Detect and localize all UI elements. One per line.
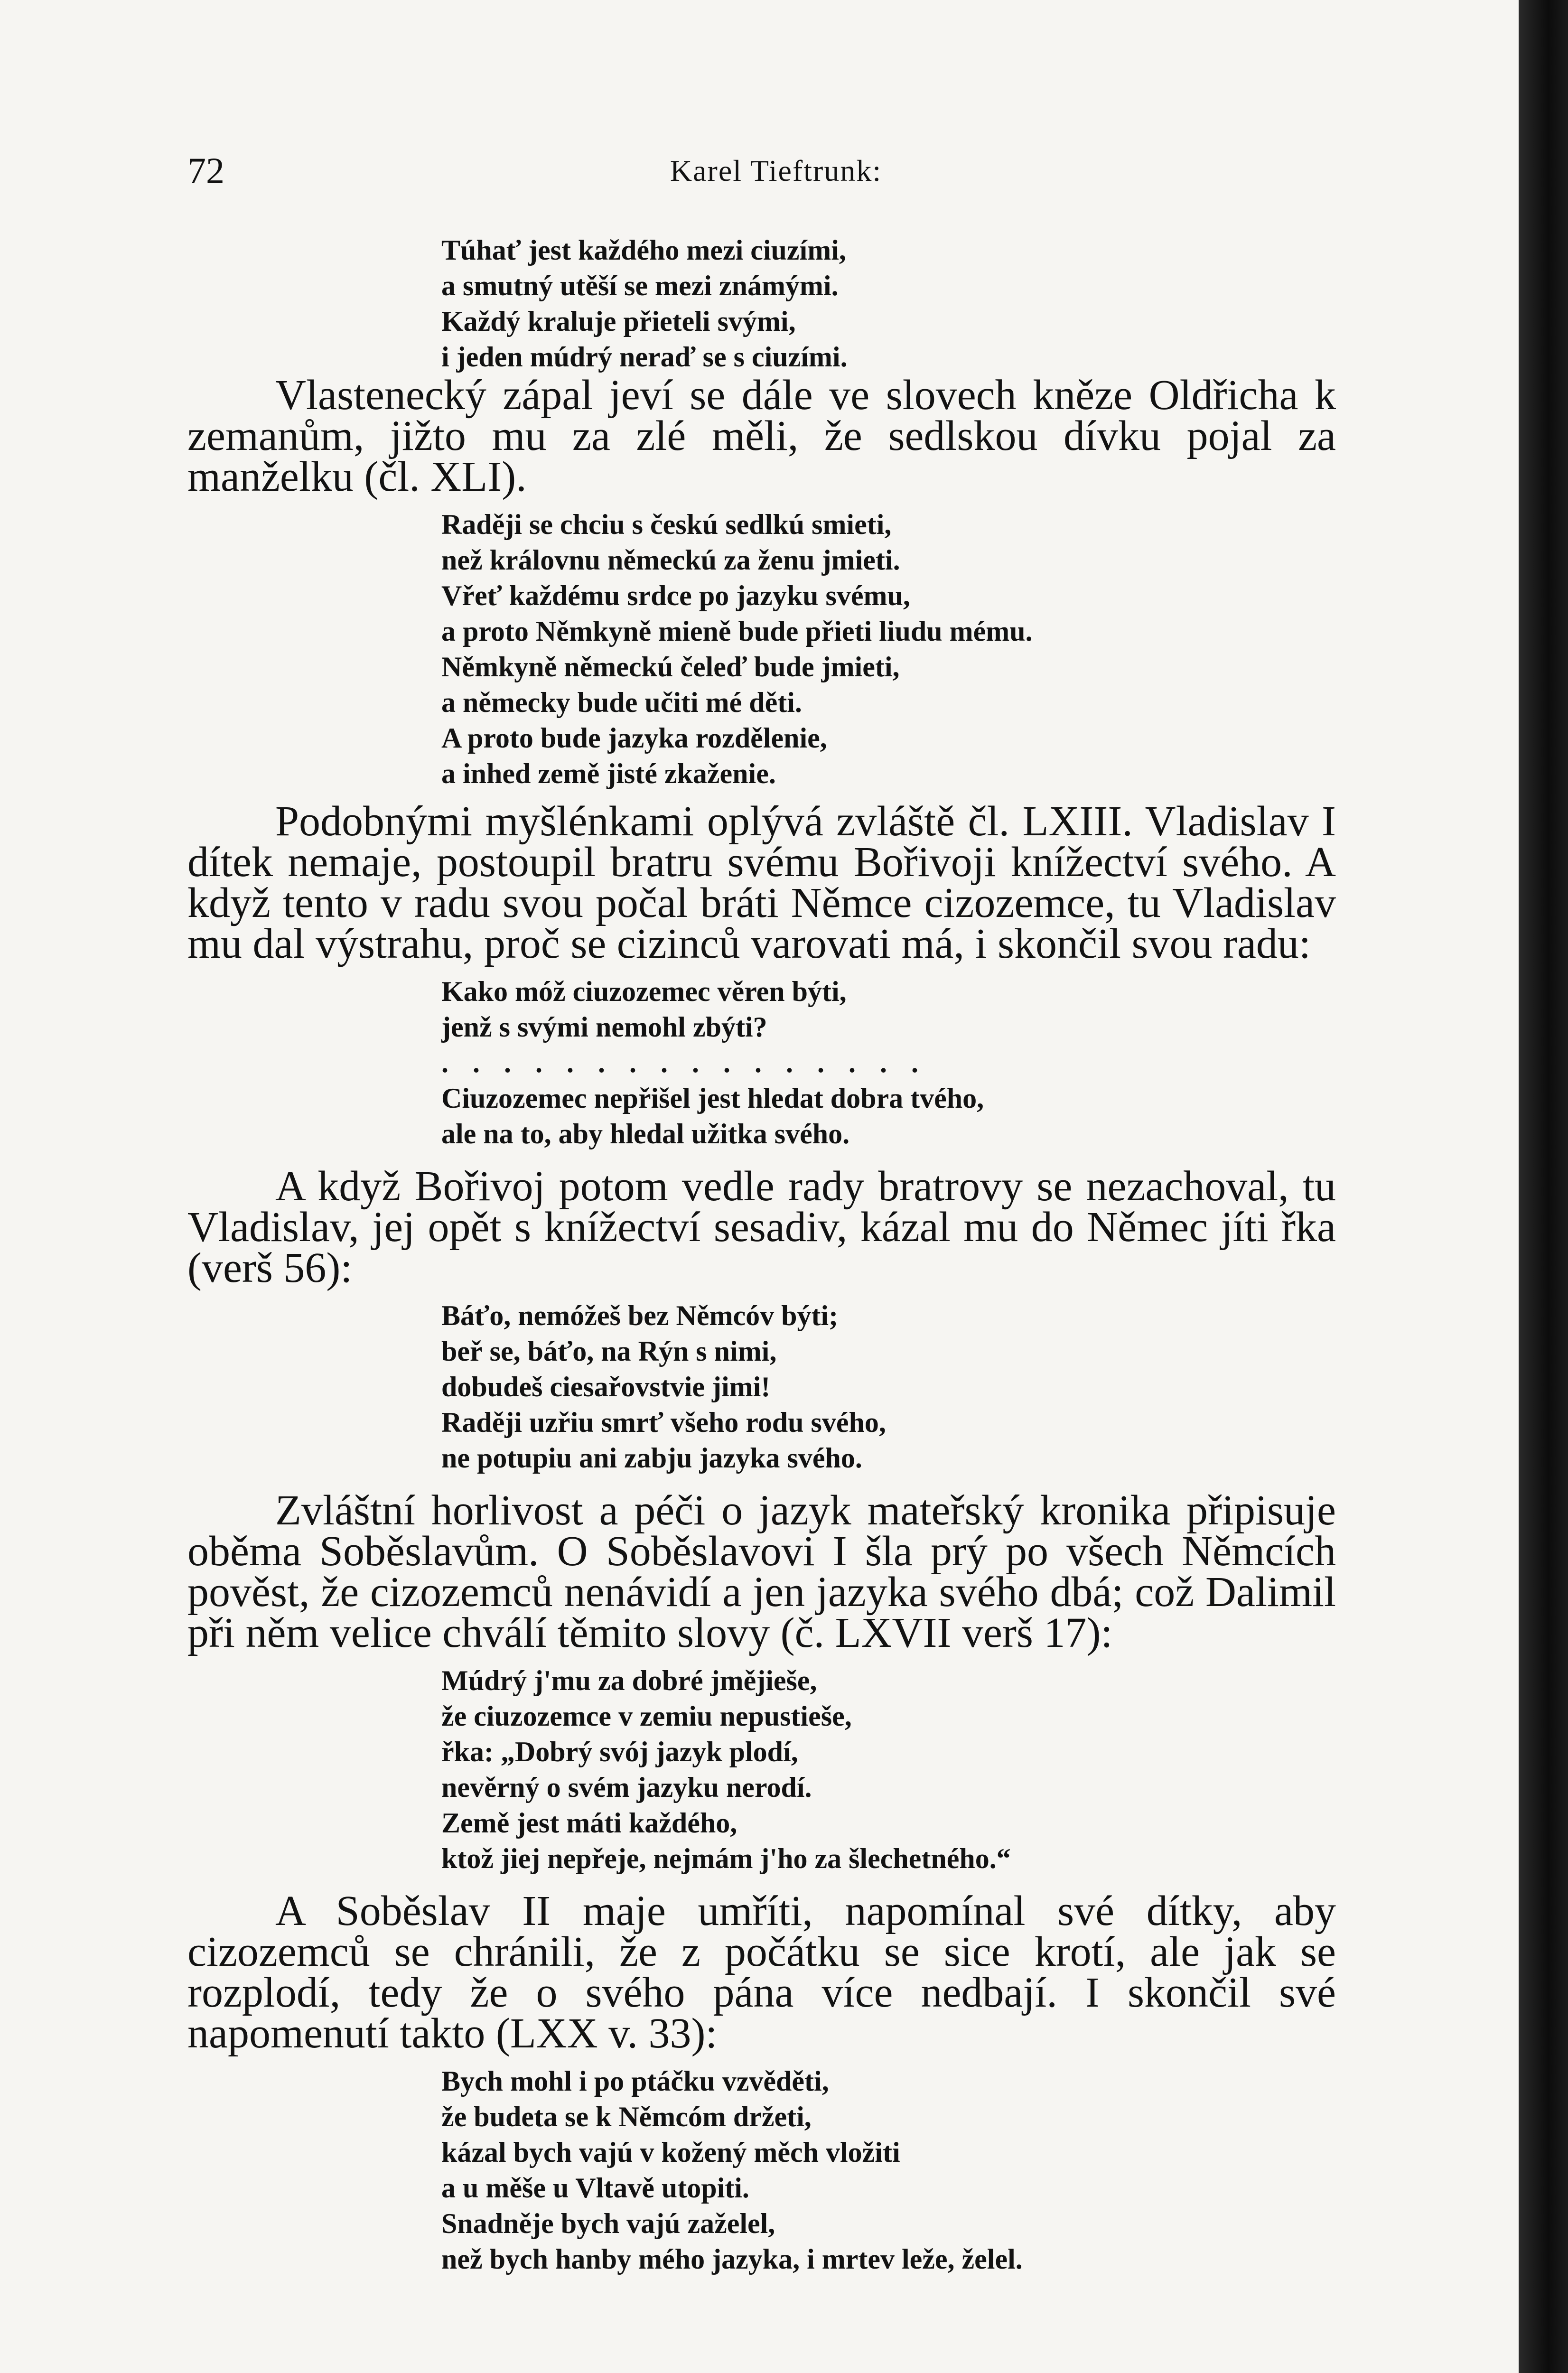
verse-line: a inhed země jisté zkaženie. bbox=[441, 758, 776, 789]
paragraph-3: A když Bořivoj potom vedle rady bratrovy se nezachoval, tu Vladislav, jej opět s knížectví sesadiv, kázal mu do Němec jíti řka (verš 56): bbox=[187, 1163, 1336, 1291]
verse-line: než královnu německú za ženu jmieti. bbox=[441, 544, 900, 576]
verse-line: Země jest máti každého, bbox=[441, 1807, 737, 1839]
page-number: 72 bbox=[187, 150, 224, 191]
verse-line: že ciuzozemce v zemiu nepustieše, bbox=[441, 1700, 852, 1732]
verse-line: dobudeš ciesařovstvie jimi! bbox=[441, 1371, 771, 1402]
verse-line: než bych hanby mého jazyka, i mrtev leže, želel. bbox=[441, 2243, 1023, 2275]
running-head: Karel Tieftrunk: bbox=[670, 154, 882, 187]
verse-line: nevěrný o svém jazyku nerodí. bbox=[441, 1772, 812, 1803]
verse-line: a u měše u Vltavě utopiti. bbox=[441, 2172, 749, 2204]
verse-line: že budeta se k Němcóm držeti, bbox=[441, 2101, 812, 2132]
paragraph-2: Podobnými myšlénkami oplývá zvláště čl. LXIII. Vladislav I dítek nemaje, postoupil bratru svému Bořivoji knížectví svého. A když tento v radu svou počal bráti Němce cizozemce, tu Vladislav mu dal výstrahu, proč se cizinců varovati má, i skončil svou radu: bbox=[187, 798, 1336, 967]
verse-line: Báťo, nemóžeš bez Němcóv býti; bbox=[441, 1300, 839, 1331]
verse-line: Snadněje bych vajú zaželel, bbox=[441, 2208, 775, 2239]
verse-line: řka: „Dobrý svój jazyk plodí, bbox=[441, 1736, 798, 1767]
verse-line: A proto bude jazyka rozdělenie, bbox=[441, 722, 827, 754]
verse-line: beř se, báťo, na Rýn s nimi, bbox=[441, 1336, 777, 1367]
verse-quote-5 bbox=[441, 1663, 1336, 1877]
verse-quote-1 bbox=[441, 233, 1336, 375]
paragraph-4: Zvláštní horlivost a péči o jazyk mateřský kronika připisuje oběma Soběslavům. O Soběslavovi I šla prý po všech Němcích pověst, že cizozemců nenávidí a jen jazyka svého dbá; což Dalimil při něm velice chválí těmito slovy (č. LXVII verš 17): bbox=[187, 1487, 1336, 1656]
verse-line: Každý kraluje přieteli svými, bbox=[441, 306, 796, 337]
verse-line: Vřeť každému srdce po jazyku svému, bbox=[441, 580, 910, 611]
verse-line: Túhať jest každého mezi ciuzími, bbox=[441, 234, 846, 266]
verse-line: Raději se chciu s českú sedlkú smieti, bbox=[441, 509, 892, 540]
verse-line: a proto Němkyně mieně bude přieti liudu mému. bbox=[441, 616, 1033, 647]
verse-line: ale na to, aby hledal užitka svého. bbox=[441, 1118, 850, 1149]
verse-line: Ciuzozemec nepřišel jest hledat dobra tvého, bbox=[441, 1083, 984, 1114]
page-header bbox=[187, 147, 1364, 195]
verse-quote-6 bbox=[441, 2064, 1336, 2277]
verse-quote-2 bbox=[441, 507, 1336, 792]
binding-edge bbox=[1519, 0, 1568, 2373]
verse-line: Němkyně německú čeleď bude jmieti, bbox=[441, 651, 900, 682]
verse-quote-4 bbox=[441, 1298, 1336, 1476]
verse-line: Bych mohl i po ptáčku vzvěděti, bbox=[441, 2065, 829, 2097]
verse-line: a německy bude učiti mé děti. bbox=[441, 687, 802, 718]
verse-quote-3 bbox=[441, 974, 1336, 1152]
paragraph-5: A Soběslav II maje umříti, napomínal své dítky, aby cizozemců se chránili, že z počátku se sice krotí, ale jak se rozplodí, tedy že o svého pána více nedbají. I skončil své napomenutí takto (LXX v. 33): bbox=[187, 1887, 1336, 2057]
verse-line: Raději uzřiu smrť všeho rodu svého, bbox=[441, 1407, 886, 1438]
verse-line: ktož jiej nepřeje, nejmám j'ho za šlechetného.“ bbox=[441, 1843, 1011, 1874]
body-text bbox=[187, 233, 1336, 2277]
verse-line: Múdrý j'mu za dobré jmějieše, bbox=[441, 1665, 817, 1696]
paragraph-1: Vlastenecký zápal jeví se dále ve slovech kněze Oldřicha k zemanům, jižto mu za zlé měli, že sedlskou dívku pojal za manželku (čl. XLI). bbox=[187, 372, 1336, 500]
ellipsis-dots: . . . . . . . . . . . . . . . . bbox=[441, 1047, 927, 1078]
verse-line: Kako móž ciuzozemec věren býti, bbox=[441, 976, 847, 1007]
verse-line: i jeden múdrý neraď se s ciuzími. bbox=[441, 341, 848, 373]
verse-line: a smutný utěší se mezi známými. bbox=[441, 270, 839, 301]
verse-line: ne potupiu ani zabju jazyka svého. bbox=[441, 1442, 862, 1474]
verse-line: kázal bych vajú v kožený měch vložiti bbox=[441, 2137, 900, 2168]
verse-line: jenž s svými nemohl zbýti? bbox=[441, 1011, 767, 1043]
